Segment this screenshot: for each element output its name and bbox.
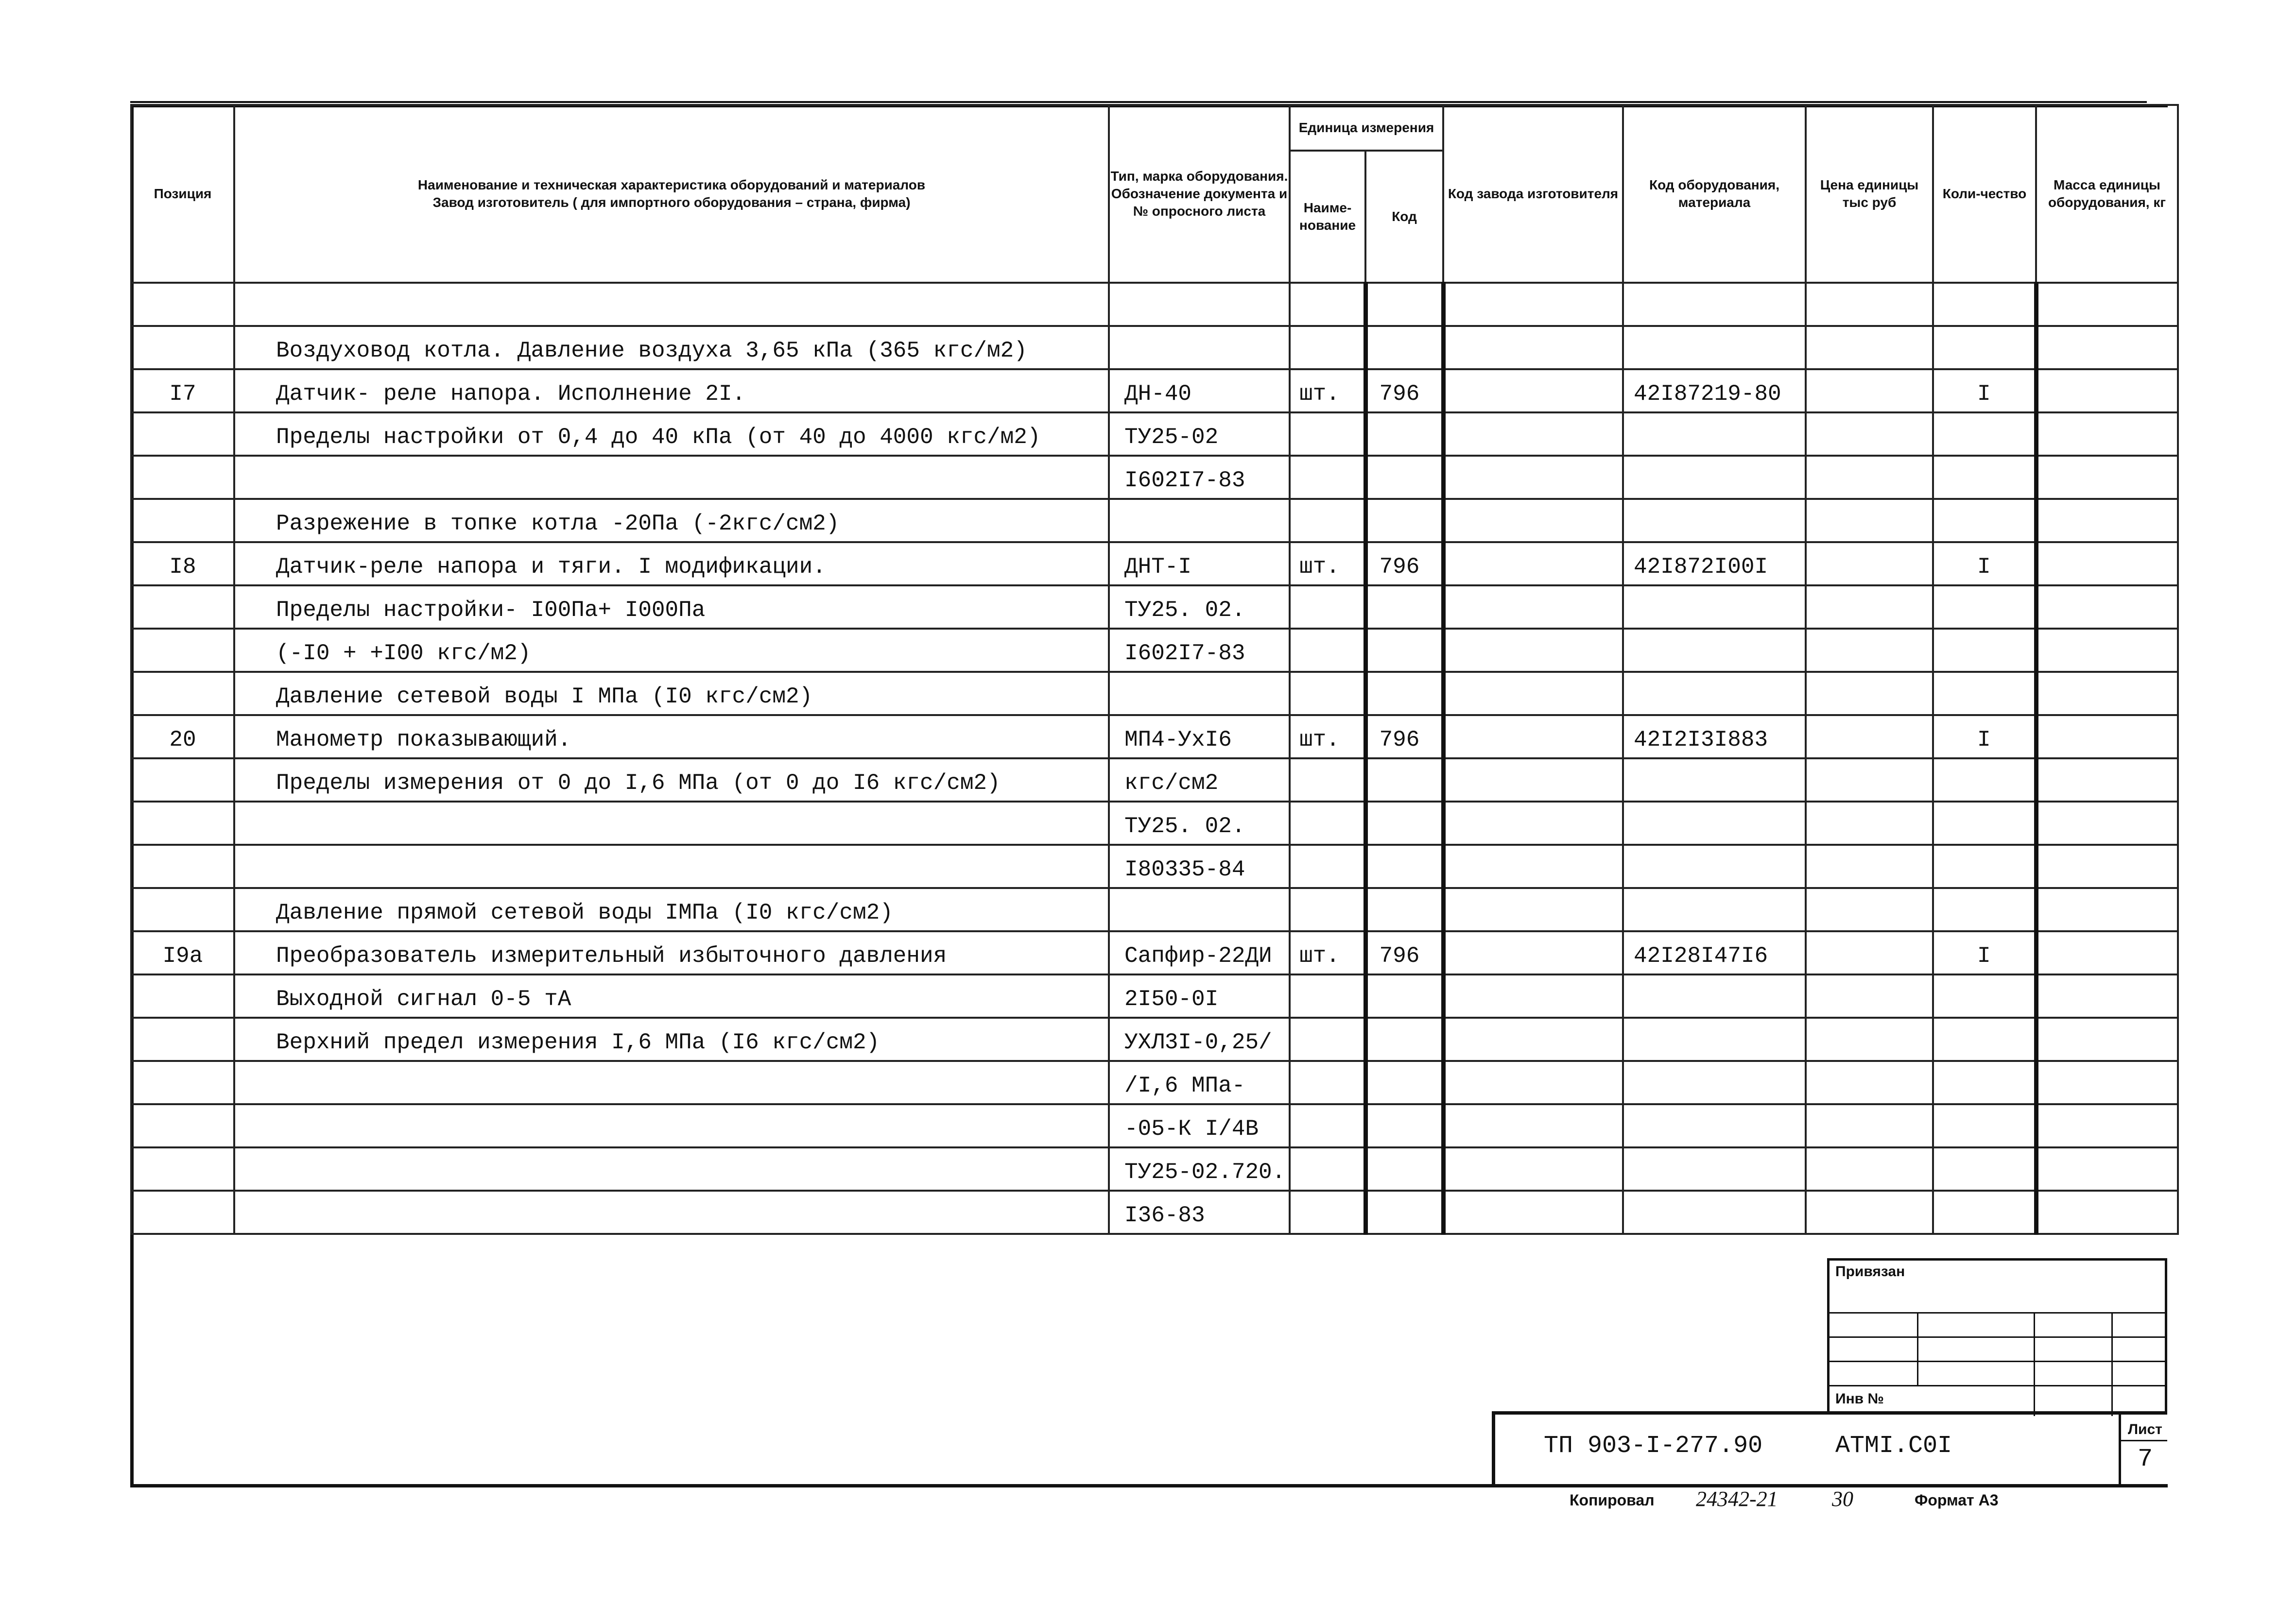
row-quantity [1933,456,2036,499]
row-unit-code [1365,672,1443,715]
row-price [1806,456,1933,499]
row-price [1806,974,1933,1018]
top-rule [130,101,2147,103]
row-name [234,1104,1109,1147]
row-unit-name [1290,283,1365,326]
table-row [131,412,2178,456]
row-name [234,802,1109,845]
row-factory-code [1443,1061,1623,1104]
row-mass [2036,456,2178,499]
header-name-line2: Завод изготовитель ( для импортного оборудования – страна, фирма) [432,195,911,210]
row-mass [2036,542,2178,585]
row-unit-name [1290,585,1365,629]
row-unit-code [1365,629,1443,672]
row-type: кгс/см2 [1109,758,1290,802]
row-mass [2036,758,2178,802]
row-unit-code [1365,412,1443,456]
row-position [131,845,234,888]
header-type: Тип, марка оборудования. Обозначение документа и № опросного листа [1109,105,1290,283]
row-factory-code [1443,585,1623,629]
copied-number: 24342-21 [1696,1487,1778,1511]
row-position [131,629,234,672]
row-material-code [1623,672,1806,715]
row-quantity [1933,1147,2036,1191]
row-unit-code [1365,1191,1443,1234]
row-mass [2036,499,2178,542]
row-price [1806,412,1933,456]
row-mass [2036,283,2178,326]
row-position [131,1147,234,1191]
table-row [131,283,2178,326]
row-position [131,283,234,326]
row-factory-code [1443,326,1623,369]
row-material-code: 42I87219-80 [1623,369,1806,412]
row-price [1806,629,1933,672]
stamp-line [1830,1361,2165,1362]
row-type: 2I50-0I [1109,974,1290,1018]
row-name [234,1147,1109,1191]
row-material-code [1623,412,1806,456]
row-unit-code [1365,758,1443,802]
table-row [131,499,2178,542]
row-mass [2036,1061,2178,1104]
stamp-inv-label: Инв № [1835,1391,1884,1407]
row-factory-code [1443,1104,1623,1147]
row-position [131,1104,234,1147]
row-unit-name [1290,1104,1365,1147]
row-mass [2036,412,2178,456]
table-row [131,1104,2178,1147]
row-quantity [1933,1018,2036,1061]
table-row [131,888,2178,931]
row-mass [2036,974,2178,1018]
row-unit-name: шт. [1290,715,1365,758]
row-factory-code [1443,629,1623,672]
row-quantity [1933,1061,2036,1104]
row-unit-name: шт. [1290,542,1365,585]
row-factory-code [1443,974,1623,1018]
row-mass [2036,629,2178,672]
row-unit-name [1290,802,1365,845]
row-material-code [1623,974,1806,1018]
row-quantity [1933,1191,2036,1234]
row-material-code [1623,888,1806,931]
row-position [131,1018,234,1061]
row-mass [2036,931,2178,974]
row-name: Выходной сигнал 0-5 тА [234,974,1109,1018]
row-quantity: I [1933,715,2036,758]
row-name: Давление прямой сетевой воды IМПа (I0 кгс/см2) [234,888,1109,931]
row-position [131,1191,234,1234]
row-type: Сапфир-22ДИ [1109,931,1290,974]
row-quantity [1933,412,2036,456]
row-unit-name: шт. [1290,369,1365,412]
document-number: ТП 903-I-277.90 [1544,1432,1763,1460]
table-row [131,369,2178,412]
row-unit-code: 796 [1365,715,1443,758]
row-type: I80335-84 [1109,845,1290,888]
attached-stamp [1827,1258,2167,1414]
row-quantity [1933,499,2036,542]
row-mass [2036,369,2178,412]
row-mass [2036,715,2178,758]
row-price [1806,1147,1933,1191]
row-mass [2036,845,2178,888]
row-name [234,283,1109,326]
row-position [131,672,234,715]
row-position [131,974,234,1018]
document-code: АТМI.С0I [1835,1432,1952,1460]
row-factory-code [1443,1018,1623,1061]
row-factory-code [1443,1147,1623,1191]
row-material-code: 42I872I00I [1623,542,1806,585]
row-price [1806,802,1933,845]
row-factory-code [1443,412,1623,456]
row-material-code [1623,758,1806,802]
row-material-code [1623,326,1806,369]
row-material-code [1623,1061,1806,1104]
row-factory-code [1443,542,1623,585]
row-name: Пределы настройки- I00Па+ I000Па [234,585,1109,629]
row-mass [2036,326,2178,369]
row-material-code [1623,1104,1806,1147]
row-name: Пределы настройки от 0,4 до 40 кПа (от 40 до 4000 кгс/м2) [234,412,1109,456]
row-unit-name [1290,888,1365,931]
header-factory-code: Код завода изготовителя [1443,105,1623,283]
row-quantity [1933,629,2036,672]
row-unit-name [1290,499,1365,542]
row-quantity [1933,672,2036,715]
row-unit-code [1365,974,1443,1018]
row-position: I9а [131,931,234,974]
row-unit-name [1290,845,1365,888]
row-name [234,845,1109,888]
row-unit-name [1290,974,1365,1018]
row-quantity [1933,585,2036,629]
specification-table [130,104,2179,1235]
row-type [1109,499,1290,542]
table-row [131,1191,2178,1234]
row-type: I602I7-83 [1109,456,1290,499]
row-unit-code [1365,1104,1443,1147]
row-mass [2036,585,2178,629]
row-type [1109,888,1290,931]
table-row [131,1018,2178,1061]
table-row [131,629,2178,672]
row-type [1109,326,1290,369]
row-position [131,802,234,845]
row-unit-name [1290,1191,1365,1234]
table-row [131,542,2178,585]
row-type: МП4-УхI6 [1109,715,1290,758]
row-type [1109,283,1290,326]
row-factory-code [1443,758,1623,802]
row-unit-name [1290,629,1365,672]
row-factory-code [1443,1191,1623,1234]
row-material-code [1623,845,1806,888]
row-quantity [1933,326,2036,369]
row-price [1806,585,1933,629]
row-material-code [1623,629,1806,672]
row-quantity [1933,845,2036,888]
row-unit-code [1365,802,1443,845]
row-factory-code [1443,499,1623,542]
row-type: ДНТ-I [1109,542,1290,585]
header-material-code: Код оборудования, материала [1623,105,1806,283]
stamp-line [2034,1312,2035,1416]
row-price [1806,845,1933,888]
row-price [1806,758,1933,802]
row-price [1806,1018,1933,1061]
row-type: УХЛ3I-0,25/ [1109,1018,1290,1061]
table-row [131,758,2178,802]
row-factory-code [1443,888,1623,931]
row-factory-code [1443,672,1623,715]
row-mass [2036,1018,2178,1061]
row-type: -05-К I/4В [1109,1104,1290,1147]
stamp-line [2111,1312,2113,1416]
row-material-code [1623,1018,1806,1061]
table-row [131,585,2178,629]
row-mass [2036,888,2178,931]
row-quantity [1933,802,2036,845]
row-position [131,456,234,499]
row-unit-name [1290,456,1365,499]
row-quantity: I [1933,931,2036,974]
header-unit-name: Наиме-нование [1290,151,1365,283]
row-name: Давление сетевой воды I МПа (I0 кгс/см2) [234,672,1109,715]
row-unit-code [1365,1147,1443,1191]
row-unit-code: 796 [1365,369,1443,412]
row-material-code [1623,456,1806,499]
table-row [131,672,2178,715]
row-unit-code [1365,1018,1443,1061]
table-row [131,326,2178,369]
header-price: Цена единицы тыс руб [1806,105,1933,283]
row-name: Датчик-реле напора и тяги. I модификации. [234,542,1109,585]
row-factory-code [1443,931,1623,974]
row-quantity [1933,758,2036,802]
table-row [131,456,2178,499]
row-name: Воздуховод котла. Давление воздуха 3,65 кПа (365 кгс/м2) [234,326,1109,369]
stamp-line [1917,1312,1918,1385]
row-unit-code: 796 [1365,542,1443,585]
row-quantity [1933,974,2036,1018]
row-unit-code [1365,1061,1443,1104]
row-price [1806,888,1933,931]
table-row [131,715,2178,758]
row-mass [2036,1147,2178,1191]
row-unit-name [1290,758,1365,802]
row-unit-name [1290,412,1365,456]
table-row [131,1061,2178,1104]
row-position [131,499,234,542]
table-row [131,974,2178,1018]
row-quantity [1933,283,2036,326]
row-mass [2036,1191,2178,1234]
row-position [131,888,234,931]
row-type [1109,672,1290,715]
row-unit-code [1365,326,1443,369]
row-factory-code [1443,456,1623,499]
row-position [131,585,234,629]
row-name: (-I0 + +I00 кгс/м2) [234,629,1109,672]
row-position [131,1061,234,1104]
row-type: I602I7-83 [1109,629,1290,672]
row-unit-name [1290,326,1365,369]
row-quantity: I [1933,542,2036,585]
row-unit-code [1365,845,1443,888]
row-material-code [1623,283,1806,326]
row-type: ТУ25-02.720. [1109,1147,1290,1191]
row-quantity [1933,1104,2036,1147]
row-unit-name [1290,1061,1365,1104]
sheet-number: 7 [2138,1445,2153,1473]
row-material-code [1623,1191,1806,1234]
row-material-code: 42I28I47I6 [1623,931,1806,974]
stamp-line [1830,1336,2165,1338]
row-mass [2036,672,2178,715]
row-unit-code [1365,456,1443,499]
sheet-box [2119,1415,2167,1487]
title-block [1492,1411,2167,1484]
row-unit-name [1290,1147,1365,1191]
row-position: I7 [131,369,234,412]
row-name [234,1061,1109,1104]
stamp-attached-label: Привязан [1835,1264,1905,1280]
header-position: Позиция [131,105,234,283]
table-row [131,845,2178,888]
row-price [1806,672,1933,715]
row-name: Манометр показывающий. [234,715,1109,758]
row-price [1806,499,1933,542]
stamp-line [1830,1385,2165,1386]
row-material-code [1623,499,1806,542]
table-row [131,1147,2178,1191]
row-factory-code [1443,369,1623,412]
table-row [131,802,2178,845]
header-name-line1: Наименование и техническая характеристика оборудований и материалов [417,177,926,192]
row-unit-code [1365,499,1443,542]
row-type: ДН-40 [1109,369,1290,412]
row-type: I36-83 [1109,1191,1290,1234]
row-price [1806,1061,1933,1104]
row-factory-code [1443,283,1623,326]
row-name: Преобразователь измерительный избыточного давления [234,931,1109,974]
sheet-divider [2121,1440,2167,1441]
row-position [131,326,234,369]
format-label: Формат А3 [1915,1491,1999,1509]
row-unit-code: 796 [1365,931,1443,974]
row-position: 20 [131,715,234,758]
row-factory-code [1443,715,1623,758]
row-material-code [1623,802,1806,845]
row-type: ТУ25-02 [1109,412,1290,456]
row-price [1806,1191,1933,1234]
specification-body [131,283,2178,1234]
copied-label: Копировал [1570,1491,1655,1509]
row-unit-name [1290,1018,1365,1061]
row-name: Разрежение в топке котла -20Па (-2кгс/см2) [234,499,1109,542]
row-name: Верхний предел измерения I,6 МПа (I6 кгс/см2) [234,1018,1109,1061]
header-quantity: Коли-чество [1933,105,2036,283]
row-position: I8 [131,542,234,585]
copied-extra: 30 [1832,1487,1853,1511]
row-name [234,1191,1109,1234]
row-price [1806,715,1933,758]
header-unit-code: Код [1365,151,1443,283]
table-row [131,931,2178,974]
row-unit-name: шт. [1290,931,1365,974]
header-name [234,105,1109,283]
row-type: ТУ25. 02. [1109,585,1290,629]
header-mass: Масса единицы оборудования, кг [2036,105,2178,283]
row-price [1806,931,1933,974]
row-quantity [1933,888,2036,931]
row-factory-code [1443,845,1623,888]
row-material-code [1623,1147,1806,1191]
stamp-line [1830,1312,2165,1314]
row-price [1806,369,1933,412]
row-type: ТУ25. 02. [1109,802,1290,845]
row-material-code [1623,585,1806,629]
row-mass [2036,802,2178,845]
row-unit-name [1290,672,1365,715]
row-name: Пределы измерения от 0 до I,6 МПа (от 0 до I6 кгс/см2) [234,758,1109,802]
row-price [1806,283,1933,326]
row-unit-code [1365,585,1443,629]
row-price [1806,1104,1933,1147]
row-position [131,758,234,802]
row-unit-code [1365,283,1443,326]
sheet-label: Лист [2128,1421,2162,1437]
row-material-code: 42I2I3I883 [1623,715,1806,758]
row-quantity: I [1933,369,2036,412]
row-price [1806,542,1933,585]
row-name: Датчик- реле напора. Исполнение 2I. [234,369,1109,412]
row-price [1806,326,1933,369]
row-type: /I,6 МПа- [1109,1061,1290,1104]
row-unit-code [1365,888,1443,931]
row-name [234,456,1109,499]
row-mass [2036,1104,2178,1147]
header-unit-group: Единица измерения [1290,105,1443,151]
row-position [131,412,234,456]
row-factory-code [1443,802,1623,845]
